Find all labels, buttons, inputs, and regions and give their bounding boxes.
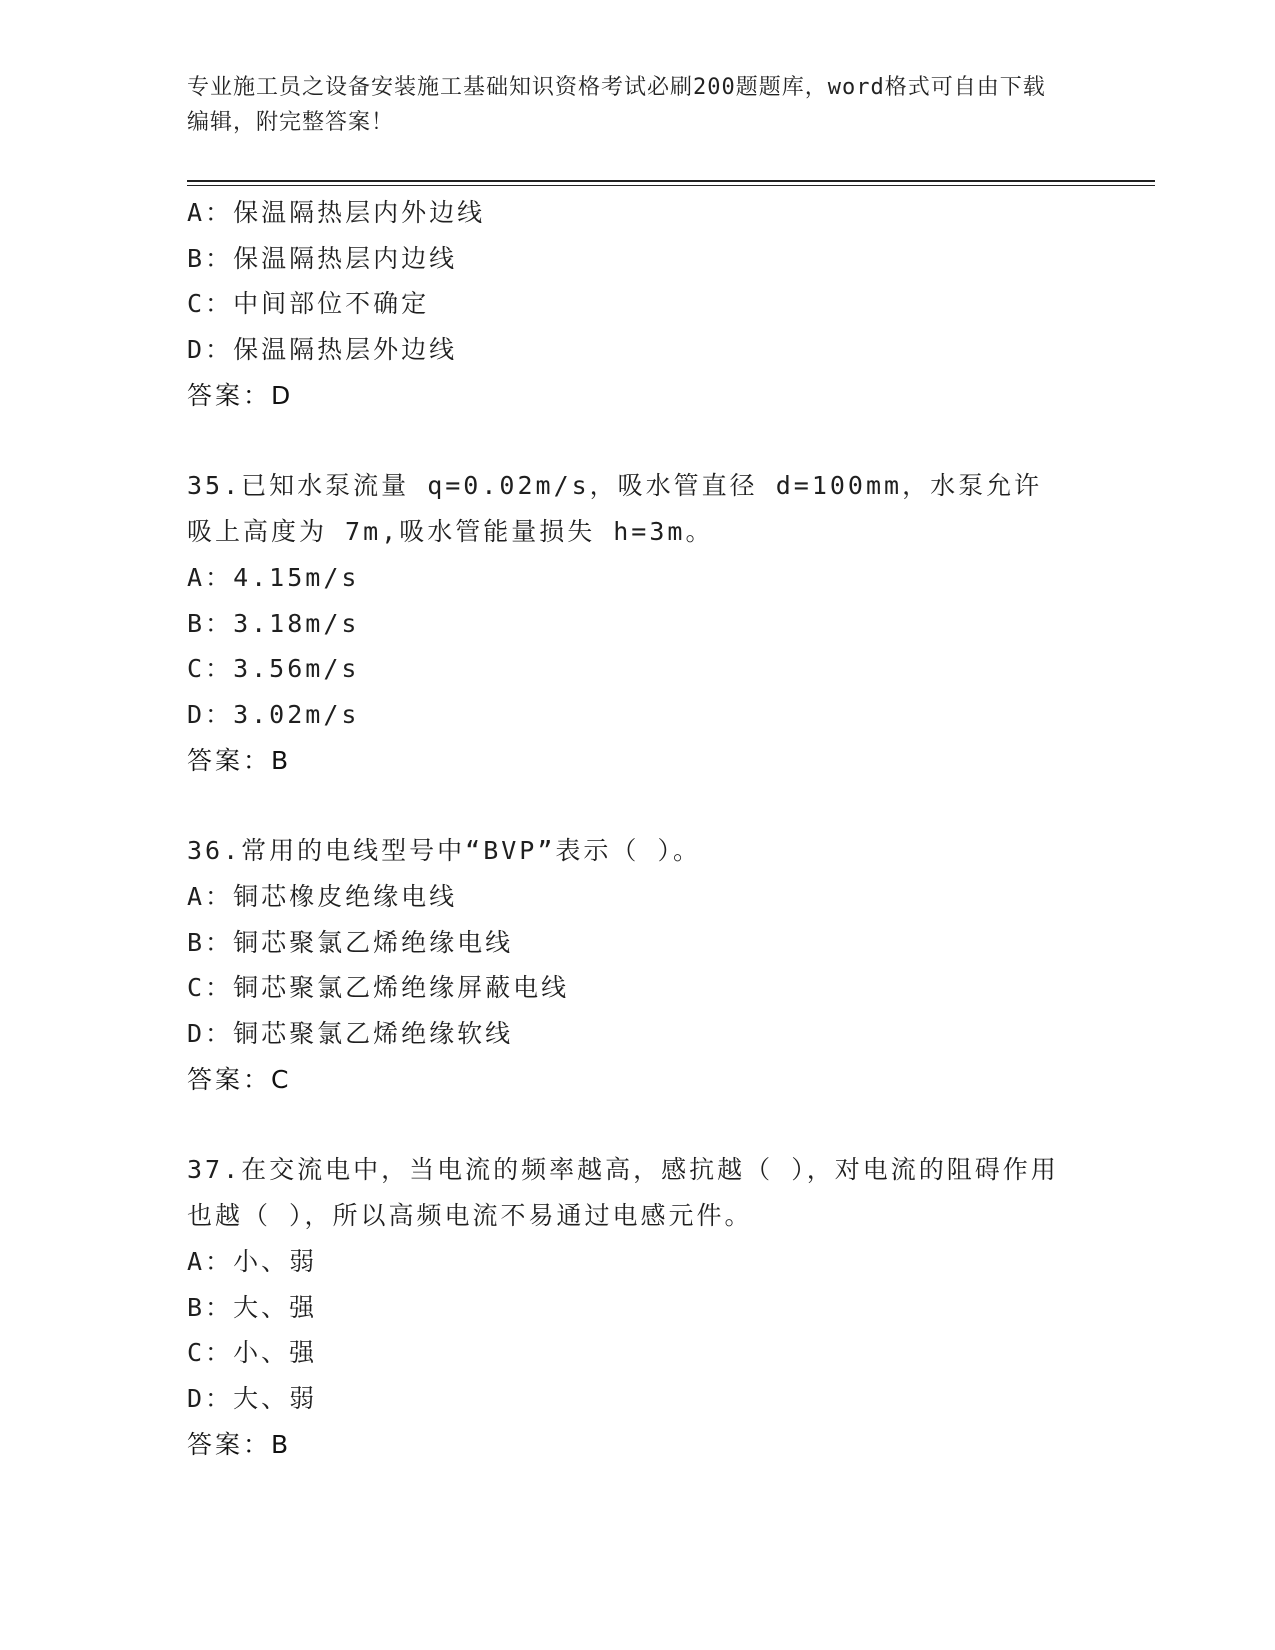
answer-line: 答案：B [187, 1429, 292, 1459]
option-label: B： [187, 1292, 234, 1322]
option-text: 铜芯橡皮绝缘电线 [233, 881, 458, 911]
header-divider-thin [187, 185, 1155, 186]
option-label: C： [187, 973, 234, 1003]
option-b [187, 920, 1107, 966]
question-block [187, 190, 1107, 418]
option-label: D： [187, 1019, 234, 1049]
option-label: A： [187, 1246, 234, 1276]
option-text: 铜芯聚氯乙烯绝缘软线 [233, 1019, 514, 1049]
option-d [187, 692, 1107, 738]
option-a [187, 190, 1107, 236]
option-b [187, 601, 1107, 647]
question-stem: 37.在交流电中，当电流的频率越高，感抗越（ ），对电流的阻碍作用也越（ ），所以高频电流不易通过电感元件。 [187, 1155, 1059, 1231]
answer-line: 答案：C [187, 1064, 292, 1094]
option-c [187, 281, 1107, 327]
option-label: B： [187, 243, 234, 273]
question-stem: 36.常用的电线型号中“BVP”表示（ ）。 [187, 836, 701, 866]
option-d [187, 327, 1107, 373]
option-text: 中间部位不确定 [233, 289, 430, 319]
option-label: C： [187, 289, 234, 319]
option-label: D： [187, 699, 234, 729]
document-header: 专业施工员之设备安装施工基础知识资格考试必刷200题题库，word格式可自由下载编辑，附完整答案！ [187, 75, 1046, 135]
option-b [187, 236, 1107, 282]
option-label: B： [187, 927, 234, 957]
option-text: 铜芯聚氯乙烯绝缘电线 [233, 927, 514, 957]
option-c [187, 646, 1107, 692]
option-text: 小、弱 [233, 1246, 318, 1276]
option-text: 保温隔热层内外边线 [233, 198, 486, 227]
option-text: 3.18m/s [233, 608, 360, 638]
question-list [187, 190, 1107, 1467]
option-text: 大、强 [233, 1292, 318, 1322]
option-label: C： [187, 1338, 234, 1368]
question-block [187, 463, 1107, 783]
question-block [187, 1147, 1107, 1467]
option-text: 大、弱 [233, 1383, 318, 1413]
option-c [187, 965, 1107, 1011]
option-a [187, 555, 1107, 601]
option-label: A： [187, 198, 234, 227]
option-text: 保温隔热层内边线 [233, 243, 458, 273]
option-label: A： [187, 562, 234, 592]
option-d [187, 1011, 1107, 1057]
option-label: C： [187, 654, 234, 684]
question-block [187, 828, 1107, 1102]
option-c [187, 1330, 1107, 1376]
option-a [187, 1239, 1107, 1285]
option-d [187, 1376, 1107, 1422]
option-text: 4.15m/s [233, 562, 360, 592]
option-label: D： [187, 1383, 234, 1413]
option-a [187, 874, 1107, 920]
option-label: B： [187, 608, 234, 638]
option-label: D： [187, 335, 234, 365]
answer-line: 答案：D [187, 380, 294, 410]
option-text: 保温隔热层外边线 [233, 335, 458, 365]
option-label: A： [187, 881, 234, 911]
question-stem: 35.已知水泵流量 q=0.02m/s，吸水管直径 d=100mm，水泵允许吸上高度为 7m,吸水管能量损失 h=3m。 [187, 471, 1043, 547]
option-text: 3.56m/s [233, 654, 360, 684]
option-text: 小、强 [233, 1338, 318, 1368]
option-b [187, 1285, 1107, 1331]
option-text: 3.02m/s [233, 699, 360, 729]
answer-line: 答案：B [187, 745, 292, 775]
header-divider [187, 180, 1155, 182]
option-text: 铜芯聚氯乙烯绝缘屏蔽电线 [233, 973, 570, 1003]
